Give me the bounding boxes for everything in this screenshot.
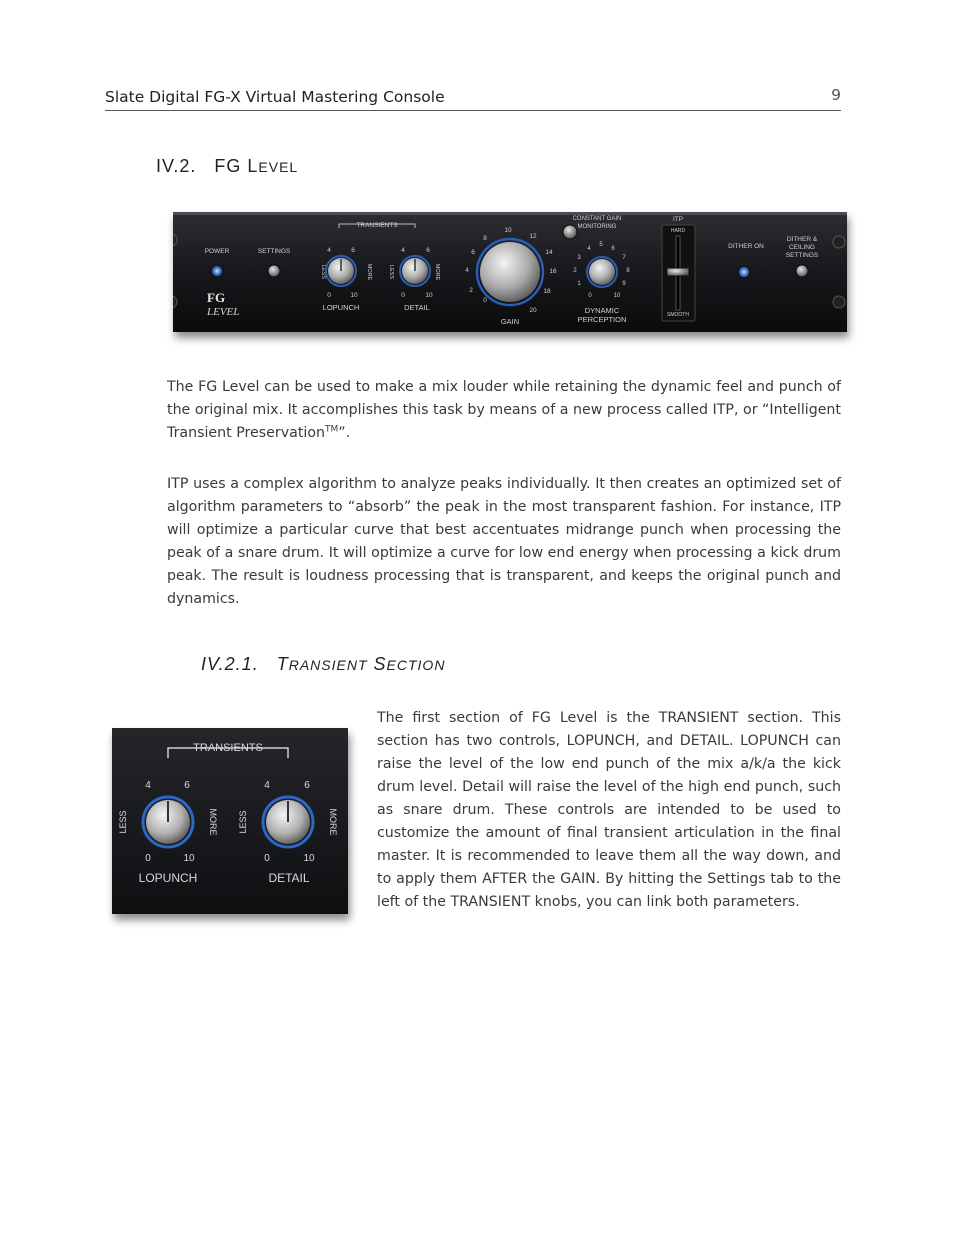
itp-label: ITP [672, 216, 684, 223]
dither-ceiling-label: CEILING [788, 244, 816, 251]
tick-label: 6 [184, 780, 190, 791]
monitoring-label: MONITORING [577, 224, 617, 230]
tick-label: 4 [401, 247, 405, 254]
tick-label: 4 [264, 780, 270, 791]
page-number: 9 [831, 86, 841, 104]
tick-label: 10 [504, 227, 512, 234]
tick-label: 0 [264, 853, 270, 864]
tick-label: 4 [145, 780, 151, 791]
dynamic-label: DYNAMIC [584, 306, 620, 315]
tick-label: 2 [469, 287, 473, 294]
dither-on-label: DITHER ON [728, 243, 764, 250]
rack-screw-icon [833, 236, 845, 248]
brand-fg: FG [207, 290, 226, 305]
tick-label: 6 [304, 780, 310, 791]
paragraph-transient: The first section of FG Level is the TRANSIENT section. This section has two controls, LOPUNCH, and DETAIL. LOPUNCH can raise the level of the low end punch of the mix a/k/a the kick drum level. Detail will raise the level of the high end punch, such as snare drum. These controls are intended to be used to customize the amount of final transient articulation in the final master. It is recommended to leave them all the way down, and to apply them AFTER the GAIN. By hitting the Settings tab to the left of the TRANSIENT knobs, you can link both parameters. [377, 710, 841, 910]
paragraph-itp: ITP uses a complex algorithm to analyze peaks individually. It then creates an optimized set of algorithm parameters to “absorb” the peak in the most transparent fashion. For instance, ITP will optimize a particular curve that best accentuates midrange punch when processing the peak of a snare drum. It will optimize a curve for low end energy when processing a kick drum peak. The result is loudness processing that is transparent, and keeps the original punch and dynamics. [167, 476, 841, 607]
power-label: POWER [204, 248, 230, 255]
tick-label: 14 [545, 249, 553, 256]
tick-label: 12 [529, 233, 537, 240]
perception-label: PERCEPTION [577, 315, 627, 324]
detail-label: DETAIL [268, 871, 310, 885]
hard-label: HARD [670, 228, 686, 234]
dynamic-perception-knob[interactable] [589, 259, 615, 285]
itp-slider-handle[interactable] [667, 268, 689, 276]
subsection-title-part: RANSIENT [288, 657, 368, 673]
tick-label: 5 [599, 242, 603, 248]
tick-label: 10 [613, 293, 621, 299]
tick-label: 6 [426, 247, 430, 254]
paragraph-text: ”. [338, 425, 351, 441]
less-label: LESS [320, 264, 326, 280]
section-title-big: FG L [214, 156, 259, 176]
tick-label: 8 [483, 235, 487, 242]
subsection-number: IV.2.1. [201, 654, 259, 674]
power-button[interactable] [211, 265, 223, 277]
gain-knob[interactable] [480, 242, 540, 302]
smooth-label: SMOOTH [667, 312, 689, 318]
tick-label: 8 [626, 268, 630, 274]
paragraph-text: The FG Level can be used to make a mix louder while retaining the dynamic feel and punch of the original mix. It accomplishes this task by means of a new process called ITP, or “Intelligent Transient Preservation [167, 379, 841, 441]
tick-label: 0 [327, 292, 331, 299]
dither-ceiling-label: DITHER & [786, 236, 818, 243]
dither-on-button[interactable] [738, 266, 750, 278]
section-heading [156, 156, 298, 177]
dither-ceiling-settings-button[interactable] [796, 265, 808, 277]
lopunch-label: LOPUNCH [138, 871, 198, 885]
more-label: MORE [328, 808, 338, 836]
less-label: LESS [238, 810, 248, 834]
more-label: MORE [208, 808, 218, 836]
page-header [105, 86, 841, 111]
tick-label: 2 [573, 268, 577, 274]
tick-label: 0 [401, 292, 405, 299]
less-label: LESS [118, 810, 128, 834]
subsection-title-part: S [373, 654, 387, 674]
rack-screw-icon [833, 296, 845, 308]
tick-label: 0 [588, 293, 592, 299]
transient-panel-image [112, 728, 348, 914]
tick-label: 10 [303, 853, 315, 864]
tick-label: 1 [577, 281, 581, 287]
tick-label: 0 [483, 297, 487, 304]
paragraph-intro [167, 376, 841, 445]
lopunch-label: LOPUNCH [322, 303, 360, 312]
gain-label: GAIN [500, 317, 520, 326]
tick-label: 3 [577, 255, 581, 261]
transients-label: TRANSIENTS [356, 222, 398, 229]
tick-label: 16 [549, 268, 557, 275]
constant-gain-label: CONSTANT GAIN [572, 216, 622, 222]
tick-label: 10 [183, 853, 195, 864]
constant-gain-button[interactable] [563, 225, 577, 239]
less-label: LESS [388, 264, 394, 280]
tick-label: 20 [529, 307, 537, 314]
fg-level-panel-image [173, 212, 847, 332]
tick-label: 18 [543, 288, 551, 295]
subsection-title-part: ECTION [386, 657, 446, 673]
tick-label: 10 [350, 292, 358, 299]
tick-label: 6 [471, 249, 475, 256]
subsection-heading [201, 654, 445, 675]
settings-label: SETTINGS [257, 248, 291, 255]
trademark-superscript: TM [325, 424, 339, 435]
tick-label: 0 [145, 853, 151, 864]
brand-level: LEVEL [207, 306, 240, 318]
tick-label: 6 [611, 246, 615, 252]
tick-label: 9 [622, 281, 626, 287]
tick-label: 4 [587, 246, 591, 252]
dither-ceiling-label: SETTINGS [785, 252, 819, 259]
tick-label: 10 [425, 292, 433, 299]
tick-label: 4 [327, 247, 331, 254]
section-number: IV.2. [156, 156, 197, 176]
more-label: MORE [434, 263, 440, 281]
detail-label: DETAIL [404, 303, 430, 312]
tick-label: 7 [622, 255, 626, 261]
subsection-title-part: T [276, 654, 289, 674]
tick-label: 6 [351, 247, 355, 254]
tick-label: 4 [465, 267, 469, 274]
transients-label: TRANSIENTS [193, 742, 263, 754]
settings-button[interactable] [268, 265, 280, 277]
section-title-small: EVEL [258, 159, 299, 175]
more-label: MORE [366, 263, 372, 281]
document-title: Slate Digital FG-X Virtual Mastering Console [105, 88, 445, 106]
